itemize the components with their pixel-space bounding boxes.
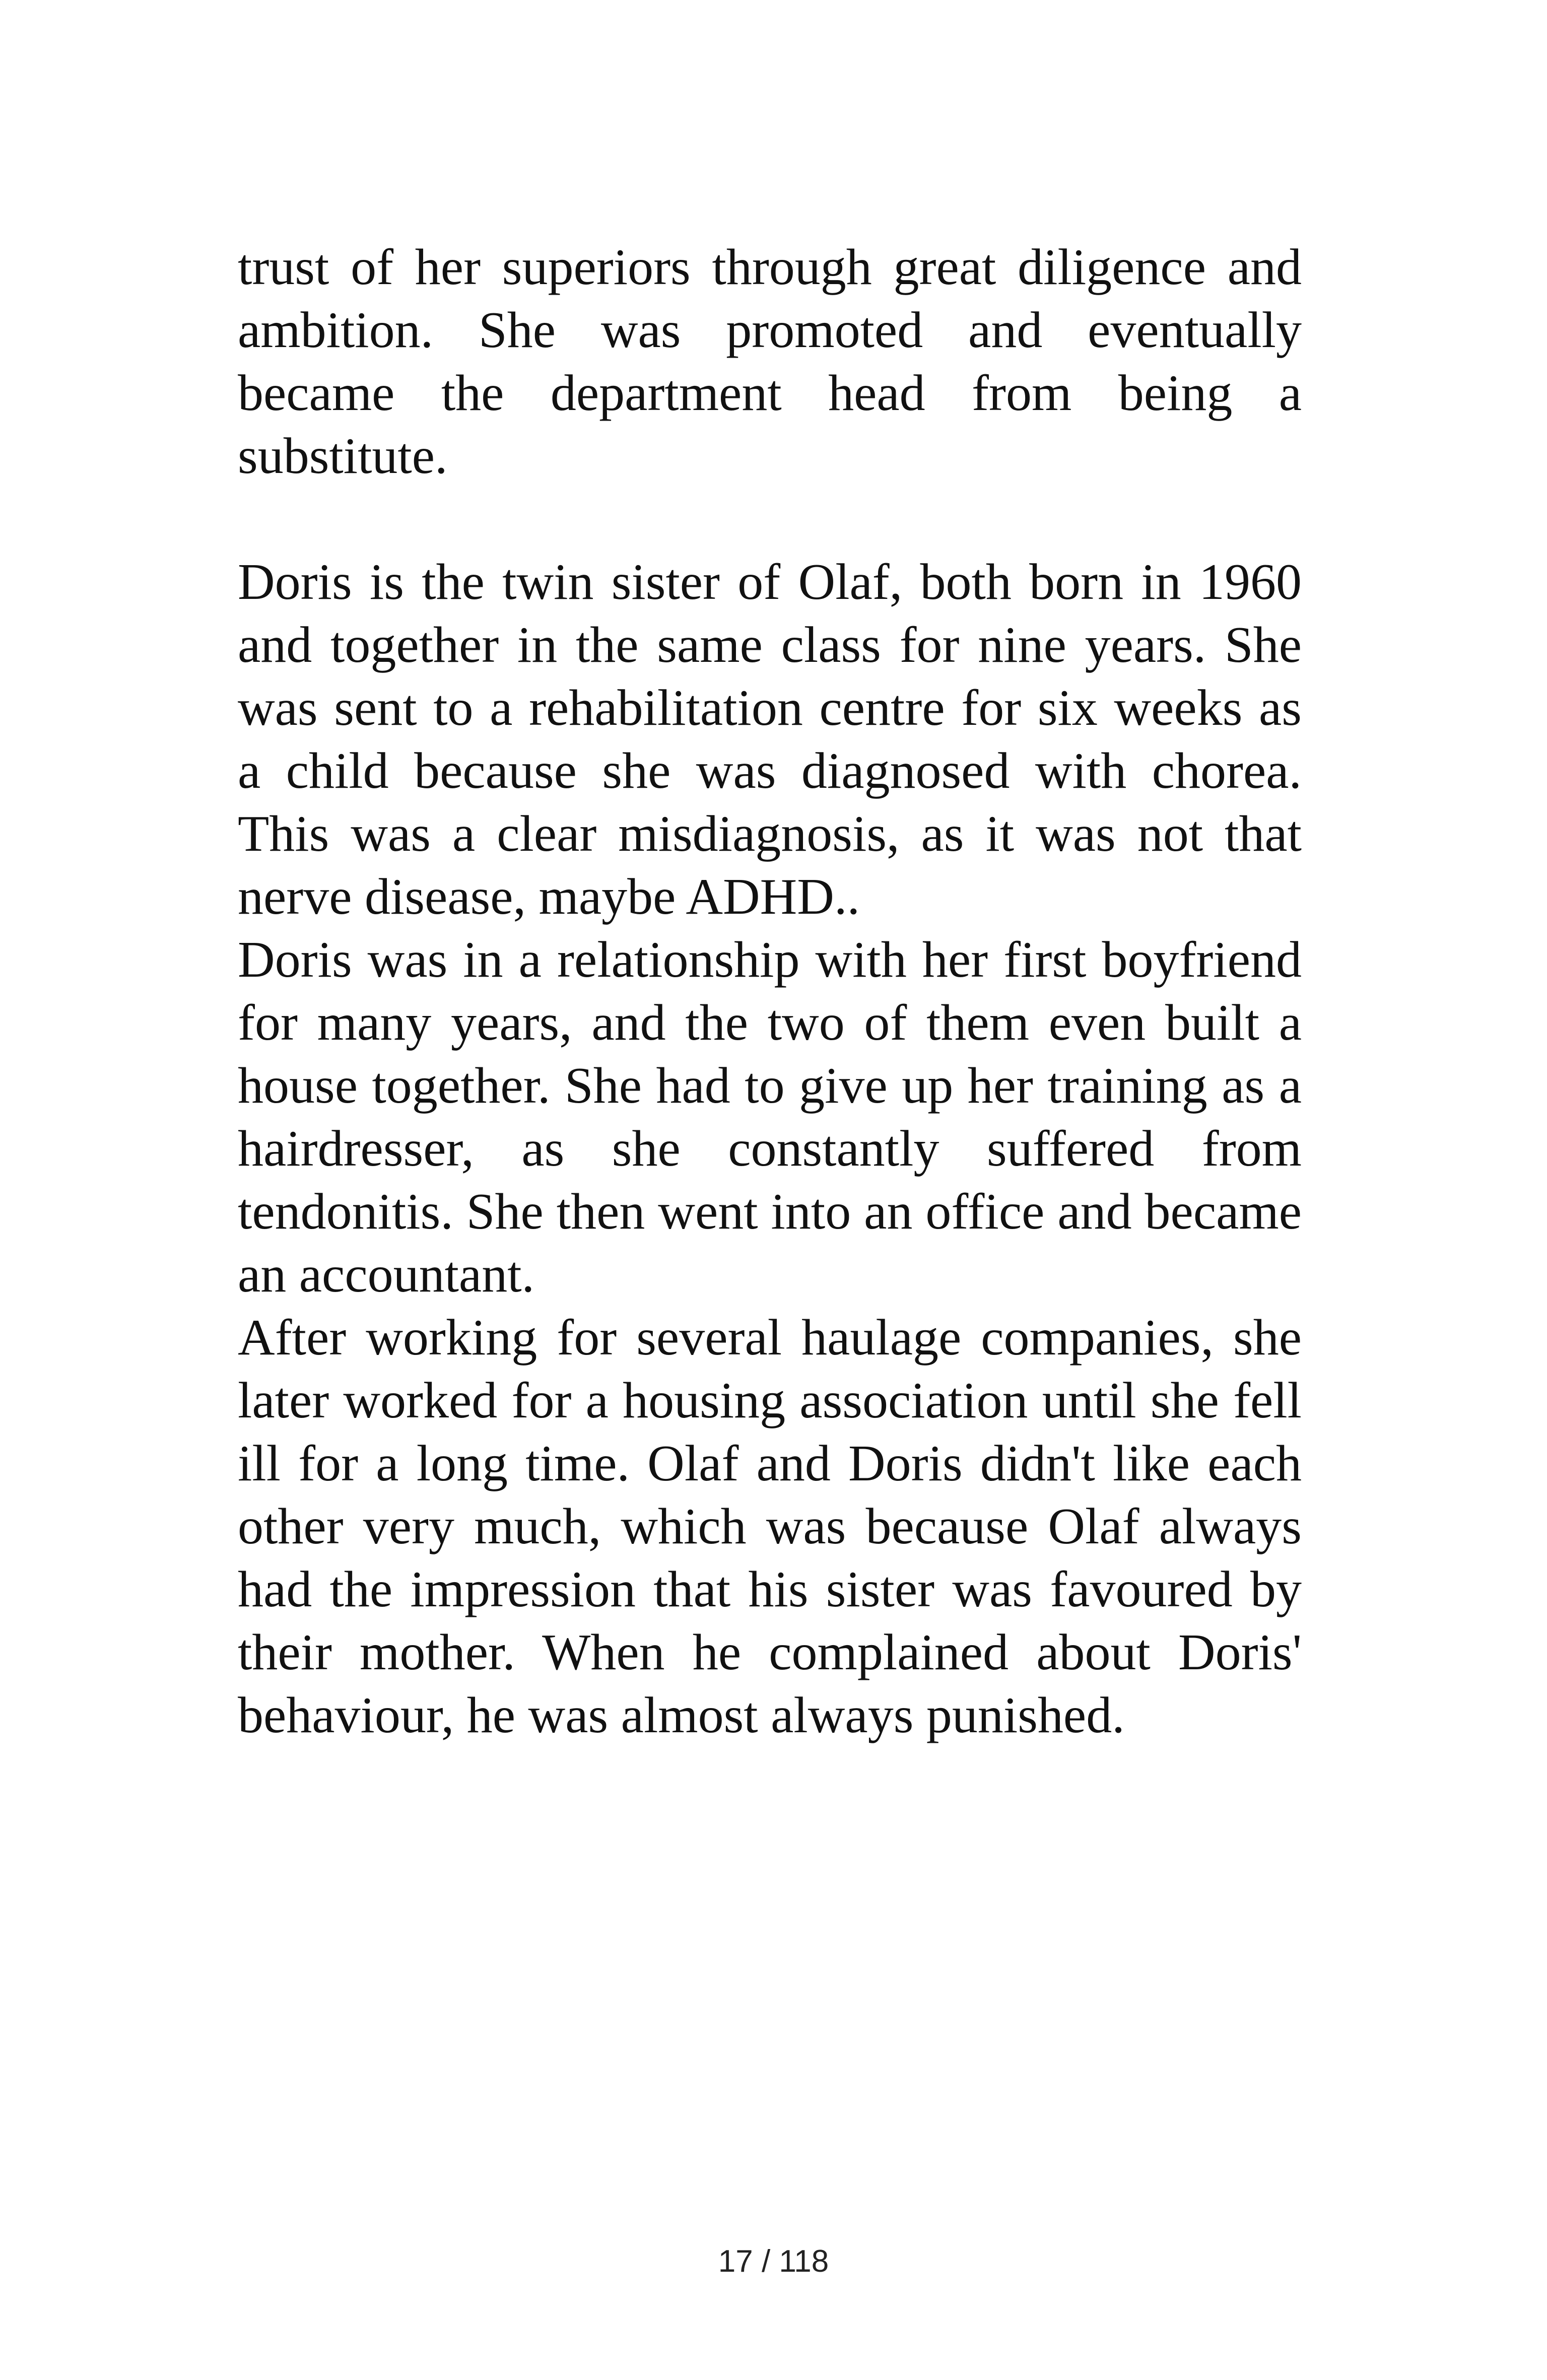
paragraph-1: trust of her superiors through great diligence and ambition. She was promoted and eventually became the department head from being a substitute. (238, 239, 1302, 485)
paragraph-2: Doris is the twin sister of Olaf, both born in 1960 and together in the same class for nine years. She was sent to a rehabilitation centre for six weeks as a child because she was diagnosed with chorea. This was a clear misdiagnosis, as it was not that nerve disease, maybe ADHD.. (238, 554, 1302, 925)
paragraph-3: Doris was in a relationship with her first boyfriend for many years, and the two of them even built a house together. She had to give up her training as a hairdresser, as she constantly suffered from tendonitis. She then went into an office and became an accountant. (238, 931, 1302, 1303)
body-text (238, 236, 1302, 1747)
page-number: 17 / 118 (718, 2244, 829, 2279)
paragraph-4: After working for several haulage companies, she later worked for a housing association until she fell ill for a long time. Olaf and Doris didn't like each other very much, which was because Olaf always had the impression that his sister was favoured by their mother. When he complained about Doris' behaviour, he was almost always punished. (238, 1309, 1302, 1744)
